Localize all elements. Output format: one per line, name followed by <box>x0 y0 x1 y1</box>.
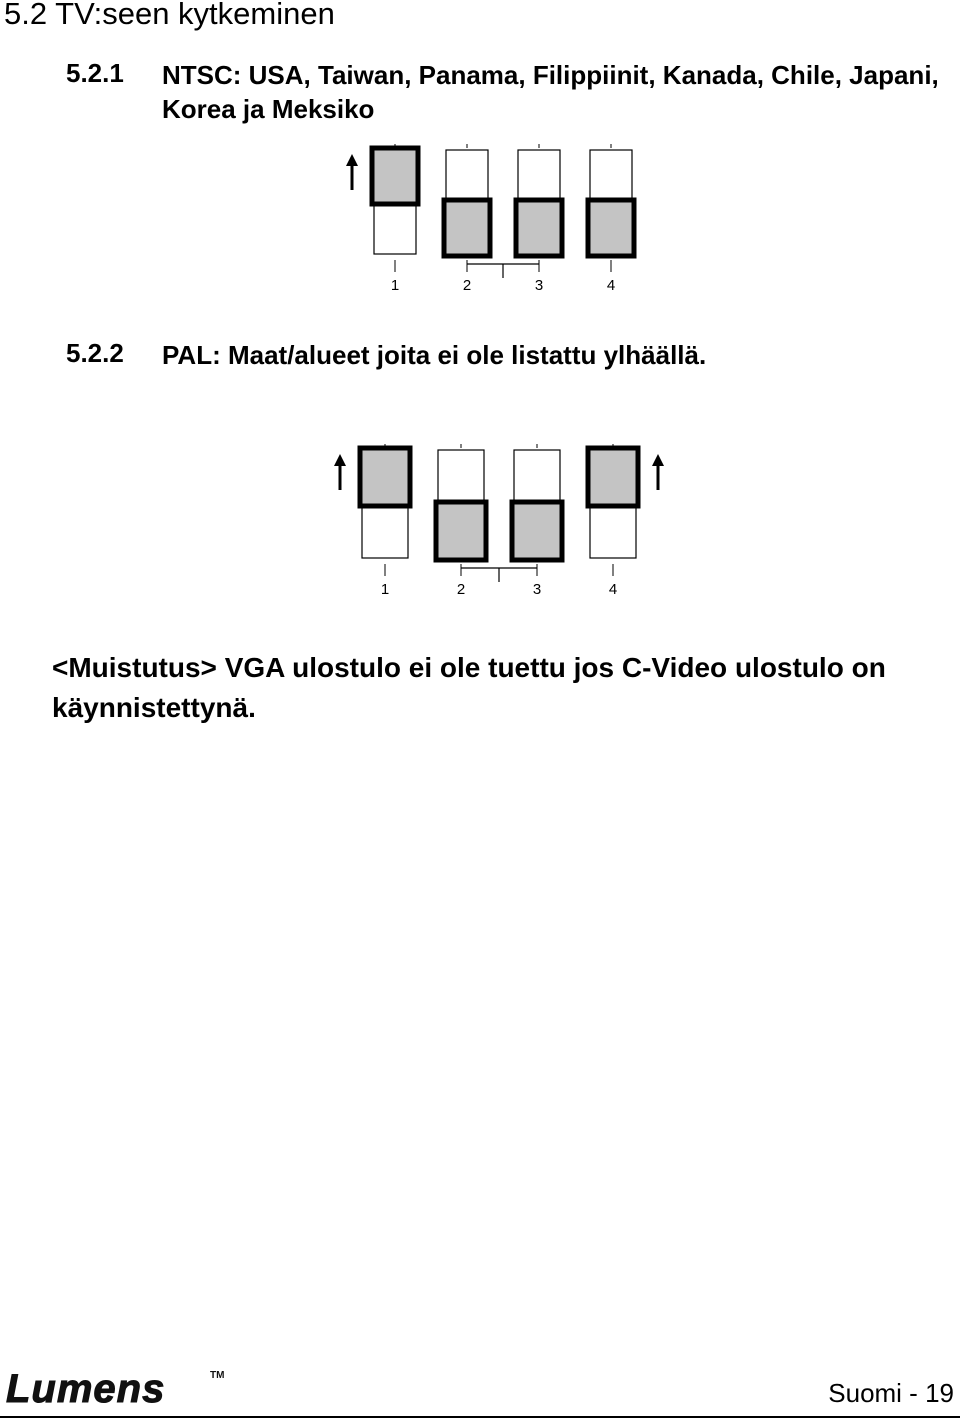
switch-label: 1 <box>380 581 390 598</box>
lumens-logo <box>4 1366 230 1410</box>
switch-label: 1 <box>390 277 400 294</box>
subsection-text: NTSC: USA, Taiwan, Panama, Filippiinit, Kanada, Chile, Japani, Korea ja Meksiko <box>162 60 939 124</box>
switch-label: 3 <box>534 277 544 294</box>
switch-label: 4 <box>608 581 618 598</box>
up-arrow-icon <box>346 154 358 190</box>
dip-switch-1 <box>372 144 418 294</box>
logo-wordmark: Lumens <box>6 1367 166 1410</box>
switch-label: 3 <box>532 581 542 598</box>
subsection-text: PAL: Maat/alueet joita ei ole listattu ylhäällä. <box>162 340 707 370</box>
up-arrow-icon <box>334 454 346 490</box>
dip-switch-2 <box>444 144 490 294</box>
dip-switch-diagram-ntsc <box>336 140 666 300</box>
page-number: Suomi - 19 <box>828 1378 954 1408</box>
dip-switch-3 <box>516 144 562 294</box>
dip-switch-3 <box>512 444 562 598</box>
subsection-number: 5.2.1 <box>66 58 124 88</box>
dip-switch-2 <box>436 444 486 598</box>
switch-label: 4 <box>606 277 616 294</box>
dip-switch-4 <box>588 144 634 294</box>
dip-switch-1 <box>360 444 410 598</box>
logo-trademark: TM <box>210 1370 225 1381</box>
dip-switch-4 <box>588 444 638 598</box>
dip-switch-diagram-pal <box>322 432 682 602</box>
switch-bracket <box>461 568 537 582</box>
switch-label: 2 <box>456 581 466 598</box>
footer-divider <box>0 1416 960 1418</box>
switch-label: 2 <box>462 277 472 294</box>
subsection-number: 5.2.2 <box>66 338 124 368</box>
section-title: 5.2 TV:seen kytkeminen <box>4 0 335 31</box>
note-text: <Muistutus> VGA ulostulo ei ole tuettu jos C-Video ulostulo on käynnistettynä. <box>52 652 886 723</box>
switch-bracket <box>467 264 539 278</box>
up-arrow-icon <box>652 454 664 490</box>
